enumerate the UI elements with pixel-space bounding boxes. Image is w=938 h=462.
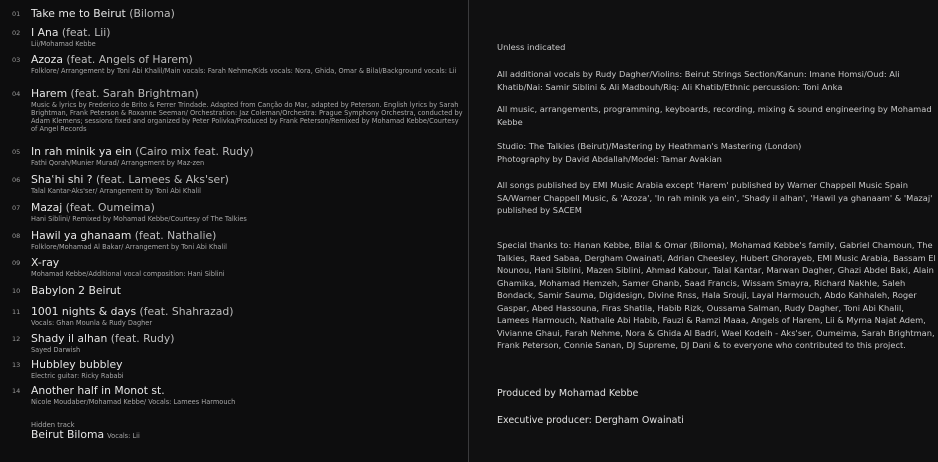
track-feat: (feat. Lii): [61, 26, 111, 39]
track-number: 12: [12, 335, 21, 343]
track-number: 02: [12, 29, 21, 37]
track-number: 09: [12, 259, 21, 267]
track-title: [31, 384, 165, 397]
track-credits: Talal Kantar-Aks'ser/ Arrangement by Toni Abi Khalil: [31, 187, 201, 195]
producer-credit: Produced by Mohamad Kebbe: [497, 388, 639, 399]
track-title: [31, 145, 254, 158]
track-feat: (feat. Lamees & Aks'ser): [95, 173, 229, 186]
track-credits: Folklore/Mohamad Al Bakar/ Arrangement by Toni Abi Khalil: [31, 243, 227, 251]
additional-vocals-credits: All additional vocals by Rudy Dagher/Violins: Beirut Strings Section/Kanun: Imane Homsi/Oud: Ali Khatib/Nai: Samir Siblini & Ali Madbouh/Riq: Ali Khatib/Ethnic percussion: Toni Anka: [497, 69, 900, 92]
track-title-text: 1001 nights & days: [31, 305, 137, 318]
track-title-text: I Ana: [31, 26, 59, 39]
track-credits: Fathi Qorah/Munier Murad/ Arrangement by Maz-zen: [31, 159, 205, 167]
special-thanks: Special thanks to: Hanan Kebbe, Bilal & Omar (Biloma), Mohamad Kebbe's family, Gabriel Chamoun, The Talkies, Raed Sabaa, Dergham Owainati, Adrian Cheesley, Hubert Ghorayeb, EMI Music Arabia, Bassam El Nounou, Hani Siblini, Mazen Siblini, Ahmad Kabour, Talal Kantar, Marwan Dagher, Ghazi Abdel Baki, Alain Ghamika, Mohamad Hemzeh, Samer Ghanb, Saad Francis, Wissam Smayra, Richard Nakhle, Saleh Bondack, Samir Sauma, Digidesign, Divine Rnss, Hala Srouji, Layal Harmouch, Abdo Kahhaleh, Roger Gaspar, Abed Hassouna, Firas Shatila, Habib Rizk, Oussama Salman, Rudy Dagher, Toni Abi Khalil, Lamees Harmouch, Nathalie Abi Habib, Fauzi & Ramzi Maaa, Angels of Harem, Lii & Myrna Najat Adem, Vivianne Ghaui, Farah Nehme, Nora & Ghida Al Badri, Wael Kodeih - Aks'ser, Oumeima, Sarah Brightman, Frank Peterson, Connie Sanan, DJ Supreme, DJ Dani & to everyone who contributed to this project.: [497, 240, 936, 350]
track-title-text: Shady il alhan: [31, 332, 108, 345]
track-title-text: In rah minik ya ein: [31, 145, 132, 158]
track-number: 07: [12, 204, 21, 212]
track-title-text: Shaʿhi shi ?: [31, 173, 93, 186]
track-title: [31, 201, 155, 214]
track-title: [31, 87, 199, 100]
track-title: [31, 256, 59, 269]
track-title: [31, 7, 175, 20]
track-number: 14: [12, 387, 21, 395]
track-feat: (feat. Oumeima): [65, 201, 155, 214]
track-title: [31, 305, 233, 318]
track-feat: (feat. Rudy): [110, 332, 175, 345]
track-credits: Electric guitar: Ricky Rababi: [31, 372, 124, 380]
photography-credits: Photography by David Abdallah/Model: Tamar Avakian: [497, 154, 722, 164]
track-feat: (Biloma): [129, 7, 175, 20]
track-title-text: Hubbley bubbley: [31, 358, 123, 371]
hidden-track-title-text: Beirut Biloma: [31, 428, 105, 441]
track-title: [31, 173, 229, 186]
track-title: [31, 26, 111, 39]
track-credits: Lii/Mohamad Kebbe: [31, 40, 96, 48]
unless-indicated-note: Unless indicated: [497, 42, 566, 52]
track-title-text: Azoza: [31, 53, 63, 66]
track-feat: (feat. Nathalie): [134, 229, 217, 242]
hidden-track-credits: Vocals: Lii: [107, 432, 140, 440]
track-title: [31, 284, 121, 297]
music-engineering-credits: All music, arrangements, programming, keyboards, recording, mixing & sound engineering by Mohamad Kebbe: [497, 104, 932, 127]
studio-credits: Studio: The Talkies (Beirut)/Mastering by Heathman's Mastering (London): [497, 141, 802, 151]
track-feat: (feat. Sarah Brightman): [70, 87, 199, 100]
track-credits: Folklore/ Arrangement by Toni Abi Khalil/Main vocals: Farah Nehme/Kids vocals: Nora, Ghida, Omar & Bilal/Background vocals: Lii: [31, 67, 457, 75]
track-number: 05: [12, 148, 21, 156]
track-credits: Sayed Darwish: [31, 346, 81, 354]
track-title: [31, 358, 123, 371]
track-feat: (Cairo mix feat. Rudy): [135, 145, 254, 158]
track-title-text: Another half in Monot st.: [31, 384, 165, 397]
track-title-text: Babylon 2 Beirut: [31, 284, 122, 297]
track-number: 04: [12, 90, 21, 98]
track-credits: Mohamad Kebbe/Additional vocal composition: Hani Siblini: [31, 270, 225, 278]
track-title-text: Harem: [31, 87, 68, 100]
track-number: 03: [12, 56, 21, 64]
track-number: 01: [12, 10, 21, 18]
track-credits: Hani Siblini/ Remixed by Mohamad Kebbe/Courtesy of The Talkies: [31, 215, 247, 223]
track-number: 06: [12, 176, 21, 184]
track-title-text: Hawil ya ghanaam: [31, 229, 132, 242]
track-number: 08: [12, 232, 21, 240]
track-number: 10: [12, 287, 21, 295]
hidden-track-label: Hidden track: [31, 421, 75, 429]
track-credits: Music & lyrics by Frederico de Brito & Ferrer Trindade. Adapted from Canção do Mar, adapted by Peterson. English lyrics by Sarah Brightman, Frank Peterson & Roxanne Seeman/ Orchestration: Jaz Coleman/Orchestra: Prague Symphony Orchestra, conducted by Adam Klemens; sessions fixed and organized by Peter Polivka/Produced by Frank Peterson/Remixed by Mohamad Kebbe/Courtesy of Angel Records: [31, 101, 463, 133]
track-title-text: Mazaj: [31, 201, 63, 214]
hidden-track-title: [31, 428, 140, 441]
track-title-text: X-ray: [31, 256, 60, 269]
executive-producer-credit: Executive producer: Dergham Owainati: [497, 415, 684, 426]
track-credits: Vocals: Ghan Mounla & Rudy Dagher: [31, 319, 153, 327]
track-credits: Nicole Moudaber/Mohamad Kebbe/ Vocals: Lamees Harmouch: [31, 398, 236, 406]
track-title: [31, 229, 216, 242]
track-title: [31, 332, 174, 345]
track-title: [31, 53, 193, 66]
track-title-text: Take me to Beirut: [31, 7, 126, 20]
track-feat: (feat. Shahrazad): [139, 305, 234, 318]
track-feat: (feat. Angels of Harem): [66, 53, 193, 66]
publishing-credits: All songs published by EMI Music Arabia except 'Harem' published by Warner Chappell Music Spain SA/Warner Chappell Music, & 'Azoza', 'In rah minik ya ein', 'Shady il alhan', 'Hawil ya ghanaam' & 'Mazaj' published by SACEM: [497, 180, 933, 215]
track-number: 11: [12, 308, 21, 316]
track-number: 13: [12, 361, 21, 369]
